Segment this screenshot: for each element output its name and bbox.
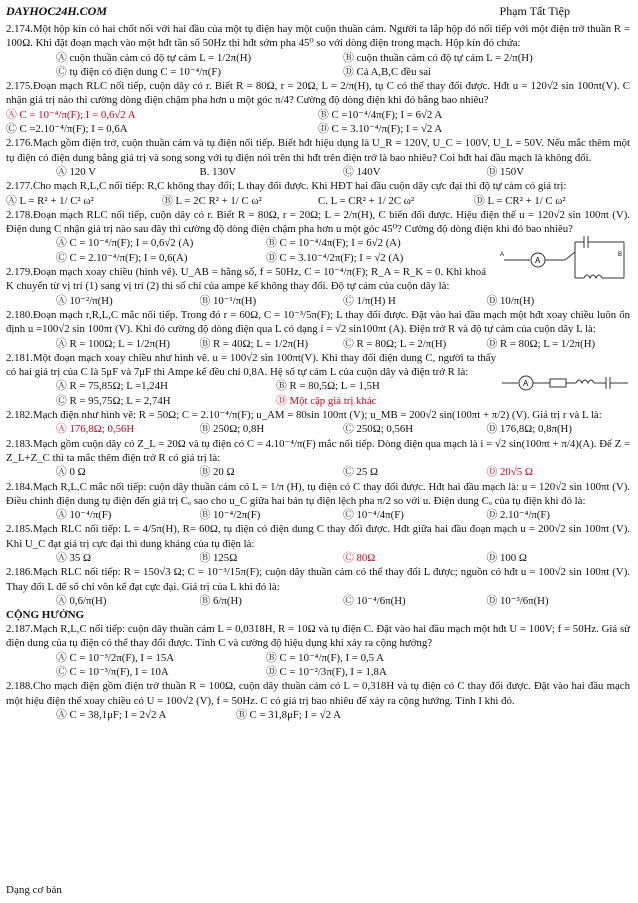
option-c: Ⓒ C = 2.10⁻⁴/π(F); I = 0,6(A) [56, 251, 188, 264]
option-b: B. 130V [199, 165, 237, 178]
option-b: Ⓑ C = 10⁻⁴/4π(F); I = 6√2 (A) [266, 237, 401, 250]
option-b: Ⓑ C = 31,8μF; I = √2 A [236, 708, 341, 721]
option-b: Ⓑ C = 10⁻⁴/π(F), I = 0,5 A [266, 651, 384, 664]
option-c: Ⓒ 25 Ω [343, 466, 379, 479]
q2181-block [6, 351, 630, 408]
options-row [6, 708, 416, 722]
option-a: Ⓐ R = 75,85Ω; L =1,24H [56, 380, 168, 393]
options-row [6, 422, 630, 436]
option-a: Ⓐ 120 V [56, 165, 96, 178]
option-b: Ⓑ 10⁻⁴/2π(F) [199, 509, 261, 522]
option-b: Ⓑ L = 2C R² + 1/ C ω² [162, 194, 262, 207]
options-row [6, 465, 630, 479]
question-2181: 2.181.Một đoạn mạch xoay chiều như hình vẽ. u = 100√2 sin 100πt(V). Khi thay đổi điện dung C, người ta thấy có hai giá trị của C là 5μF và 7μF thì Ampe kế đều chỉ 0,8A. Hệ số tự cảm L của cuộn dây và điện trở R là: [6, 351, 496, 379]
option-d-correct: Ⓓ Một cặp giá trị khác [276, 394, 377, 407]
option-a: Ⓐ R = 100Ω; L = 1/2π(H) [56, 337, 171, 350]
site-name: DAYHOC24H.COM [6, 4, 108, 18]
option-c: Ⓒ R = 80Ω; L = 2/π(H) [343, 337, 447, 350]
question-2178: 2.178.Đoạn mạch RLC nối tiếp, cuộn dây có r. Biết R = 80Ω, r = 20Ω; L = 2/π(H), C biến đổi được. Hiệu điện thế u = 120√2 sin 100πt (V). Điện dung C nhận giá trị nào sau đây thì cường độ dòng điện chậm pha hơn u một góc 45⁰? Cường độ dòng điện khi đó bao nhiêu? [6, 208, 630, 236]
option-d: Ⓓ C = 10⁻²/3π(F), I = 1,8A [266, 666, 387, 679]
option-d: Ⓓ 10⁻³/6π(H) [486, 594, 549, 607]
question-2186: 2.186.Mạch RLC nối tiếp: R = 150√3 Ω; C = 10⁻³/15π(F); cuộn dây thuần cảm có thể thay đổi L được; nguồn có hđt u = 100√2 sin 100πt (V). Thay đổi L để số chỉ vôn kế đạt cực đại. Giá trị của L khi đó là: [6, 566, 630, 593]
options-row [6, 594, 630, 608]
option-d: Ⓓ 100 Ω [486, 551, 527, 564]
option-b: Ⓑ 125Ω [199, 551, 238, 564]
options-row [6, 394, 496, 408]
option-d: Ⓓ C = 3.10⁻⁴/2π(F); I = √2 (A) [266, 251, 404, 264]
circuit-diagram-2179 [500, 230, 630, 290]
question-2177: 2.177.Cho mạch R,L,C nối tiếp: R,C không thay đổi; L thay đổi được. Khi HĐT hai đầu cuộn dây cực đại thì độ tự cảm có giá trị: [6, 180, 567, 193]
question-2176: 2.176.Mạch gồm điện trở, cuộn thuần cảm và tụ điện nối tiếp. Biết hđt hiệu dụng là U_R = 120V, U_C = 100V, U_L = 50V. Nếu mắc thêm một tụ điện có điện dung bằng giá trị và song song với tụ điện nói trên thì hđt trên điện trở là bao nhiêu? Coi hđt hai đầu mạch là không đổi. [6, 137, 630, 164]
question-2184: 2.184.Mạch R,L,C mắc nối tiếp: cuộn dây thuần cảm có L = 1/π (H), tụ điện có C thay đổi được. Hđt hai đầu mạch là: u = 120√2 sin 100πt (V). Điều chỉnh điện dung tụ điện đến giá trị Cₒ sao cho u_C giữa hai bản tụ điện lệch pha π/2 so với u. Điện dung Cₒ của tụ điện khi đó là: [6, 480, 630, 507]
options-row [6, 165, 630, 179]
option-d: Ⓓ L = CR² + 1/ C ω² [474, 194, 566, 207]
option-c: Ⓒ 140V [343, 165, 381, 178]
option-b: Ⓑ R = 80,5Ω; L = 1,5H [276, 380, 380, 393]
options-row [6, 122, 630, 136]
svg-text:B: B [618, 252, 623, 259]
options-row [6, 379, 496, 393]
options-row [6, 551, 630, 565]
options-row [6, 508, 630, 522]
options-row [6, 108, 630, 122]
option-a: Ⓐ C = 10⁻⁴/π(F); I = 0,6√2 (A) [56, 237, 194, 250]
svg-text:A: A [535, 256, 541, 266]
option-b: Ⓑ cuộn thuần cảm có độ tự cảm L = 2/π(H) [343, 51, 533, 64]
option-c: Ⓒ R = 95,75Ω; L = 2,74H [56, 394, 171, 407]
option-b: Ⓑ 20 Ω [199, 466, 235, 479]
options-row [6, 251, 476, 265]
option-a: Ⓐ L = R² + 1/ C² ω² [6, 194, 94, 207]
option-c: Ⓒ 10⁻⁴/6π(H) [343, 594, 406, 607]
options-row [6, 194, 630, 208]
option-b: Ⓑ R = 40Ω; L = 1/2π(H) [199, 337, 309, 350]
author-name: Phạm Tất Tiệp [499, 4, 570, 18]
option-b: Ⓑ 6/π(H) [199, 594, 242, 607]
option-d-correct: Ⓓ 20√5 Ω [486, 466, 533, 479]
option-c: Ⓒ 1/π(H) H [343, 294, 396, 307]
document-page [6, 4, 630, 722]
question-2187: 2.187.Mạch R,L,C nối tiếp: cuộn dây thuần cảm L = 0,0318H, R = 10Ω và tụ điện C. Đặt vào hai đầu mạch một hđt U = 100V; f = 50Hz. Giả sử điện dung của tụ điện có thể thay đổi được. Tính C và cường độ hiệu dụng khi xảy ra cộng hưởng? [6, 623, 630, 650]
option-b: Ⓑ 250Ω; 0,8H [199, 423, 265, 436]
option-d: Ⓓ R = 80Ω; L = 1/2π(H) [486, 337, 596, 350]
option-d: Ⓓ 150V [486, 165, 524, 178]
question-2182: 2.182.Mạch điện như hình vẽ: R = 50Ω; C = 2.10⁻⁴/π(F); u_AM = 80sin 100πt (V); u_MB = 200√2 sin(100πt + π/2) (V). Giá trị r và L là: [6, 409, 602, 422]
svg-text:A: A [500, 252, 505, 259]
option-a-correct: Ⓐ C = 10⁻⁴/π(F); I = 0,6√2 A [6, 108, 136, 121]
option-d: Ⓓ 10/π(H) [486, 294, 535, 307]
circuit-diagram-2181 [500, 365, 630, 401]
option-c: Ⓒ C = 10⁻³/π(F), I = 10A [56, 666, 169, 679]
option-d: Ⓓ 2.10⁻⁴/π(F) [486, 509, 551, 522]
option-c: Ⓒ tụ điện có điện dung C = 10⁻⁴/π(F) [56, 65, 221, 78]
svg-text:A: A [523, 378, 529, 388]
options-row [6, 236, 476, 250]
question-2183: 2.183.Mạch gồm cuộn dây có Z_L = 20Ω và tụ điện có C = 4.10⁻⁴/π(F) mắc nối tiếp. Dòng điện qua mạch là i = √2 sin(100πt + π/4)(A). Để Z = Z_L+Z_C thì ta mắc thêm điện trở R có giá trị là: [6, 437, 630, 464]
q2178-options-block [6, 236, 630, 265]
option-a: Ⓐ 0,6/π(H) [56, 594, 107, 607]
option-a: Ⓐ 10⁻⁴/π(F) [56, 509, 112, 522]
option-b: Ⓑ C =10⁻⁴/4π(F); I = 6√2 A [318, 108, 443, 121]
question-2179: 2.179.Đoạn mạch xoay chiều (hình vẽ). U_AB = hằng số, f = 50Hz, C = 10⁻⁴/π(F); R_A = R_K = 0. Khi khoá K chuyển từ vị trí (1) sang vị trí (2) thì số chỉ của ampe kế không thay đổi. Độ tự cảm của cuộn dây là: [6, 266, 486, 293]
options-row [6, 294, 630, 308]
option-c: C. L = CR² + 1/ 2C ω² [318, 194, 415, 207]
options-row [6, 65, 630, 79]
option-a: Ⓐ 0 Ω [56, 466, 86, 479]
options-row [6, 665, 476, 679]
options-row [6, 51, 630, 65]
option-c: Ⓒ 10⁻⁴/4π(F) [343, 509, 404, 522]
option-a-correct: Ⓐ 176,8Ω; 0,56H [56, 423, 135, 436]
option-d: Ⓓ Cả A,B,C đều sai [343, 65, 432, 78]
option-a: Ⓐ C = 38,1μF; I = 2√2 A [56, 708, 167, 721]
option-b: Ⓑ 10⁻¹/π(H) [199, 294, 257, 307]
question-2180: 2.180.Đoạn mạch r,R,L,C mắc nối tiếp. Trong đó r = 60Ω, C = 10⁻³/5π(F); L thay đổi được. Đặt vào hai đầu mạch một hđt xoay chiều luôn ổn định u =100√2 sin 100πt (V). Khi đó cường độ dòng điện qua L có dạng i = √2 sin100πt (A). Điện trở R và độ tự cảm của cuộn dây L là: [6, 308, 630, 336]
option-a: Ⓐ 35 Ω [56, 551, 92, 564]
option-c: Ⓒ C =2.10⁻⁴/π(F); I = 0,6A [6, 123, 128, 136]
options-row [6, 337, 630, 351]
option-d: Ⓓ C = 3.10⁻⁴/π(F); I = √2 A [318, 123, 443, 136]
question-2188: 2.188.Cho mạch điện gồm điện trở thuần R = 100Ω, cuộn dây thuần cảm có L = 0,318H và tụ điện có C thay đổi được. Đặt vào hai đầu mạch một hiệu điện thế xoay chiều có U = 100√2 (V), f = 50Hz. C có giá trị bao nhiêu để xảy ra cộng hưởng. Tính I khi đó. [6, 680, 630, 707]
options-row [6, 651, 476, 665]
question-2175: 2.175.Đoạn mạch RLC nối tiếp, cuộn dây có r. Biết R = 80Ω, r = 20Ω, L = 2/π(H), tụ C có thể thay đổi được. Hđt u = 120√2 sin 100πt(V). C nhận giá trị nào thì cường dòng điện chậm pha hơn u một góc π/4? Cường độ dòng điện khi đó bằng bao nhiêu? [6, 80, 630, 107]
question-2174: 2.174.Một hộp kín có hai chốt nối với hai đầu của một tụ điện hay một cuộn thuần cảm. Người ta lắp hộp đó nối tiếp với một điện trở thuần R = 100Ω. Khi đặt đoạn mạch vào một hđt tần số 50Hz thì hđt sớm pha 45⁰ so với dòng điện trong mạch. Hộp kín đó chứa: [6, 23, 630, 50]
page-header [6, 4, 630, 19]
option-a: Ⓐ C = 10⁻³/2π(F), I = 15A [56, 651, 175, 664]
section-heading: CỘNG HƯỞNG [6, 609, 85, 622]
option-c-correct: Ⓒ 80Ω [343, 551, 376, 564]
option-a: Ⓐ 10⁻²/π(H) [56, 294, 113, 307]
footer-text: Dạng cơ bản [6, 884, 62, 896]
option-c: Ⓒ 250Ω; 0,56H [343, 423, 414, 436]
question-2185: 2.185.Mạch RLC nối tiếp: L = 4/5π(H), R= 60Ω, tụ điện có điện dung C thay đổi được. Hđt giữa hai đầu đoạn mạch u = 200√2 sin 100πt (V). Khi U_C đạt giá trị cực đại thì dung kháng của tụ điện là: [6, 523, 630, 550]
option-a: Ⓐ cuộn thuần cảm có độ tự cảm L = 1/2π(H) [56, 51, 252, 64]
option-d: Ⓓ 176,8Ω; 0,8π(H) [486, 423, 572, 436]
